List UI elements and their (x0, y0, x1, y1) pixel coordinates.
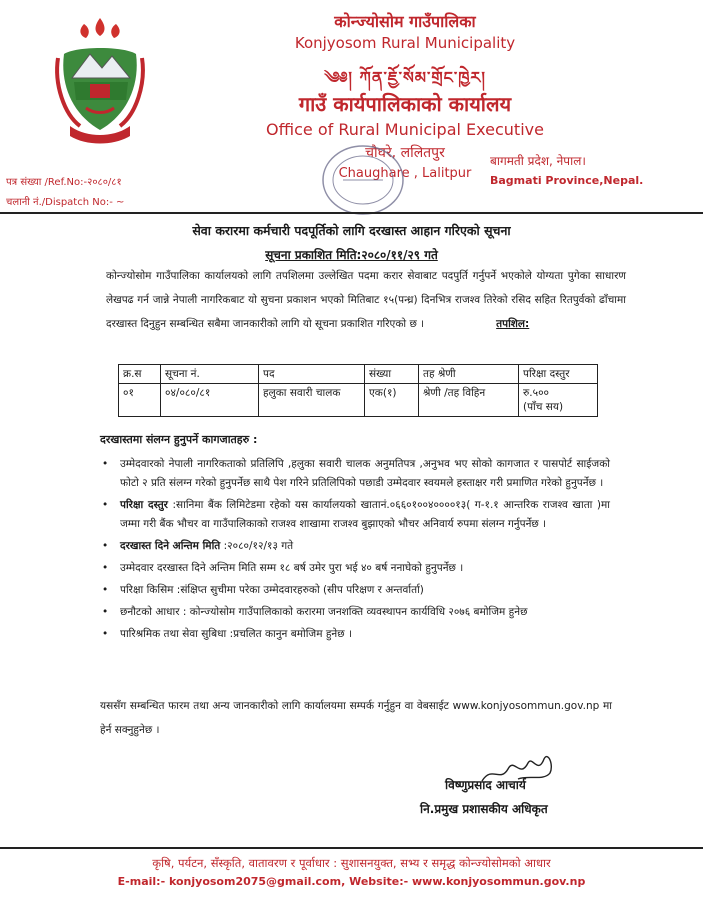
bullet-icon: • (102, 499, 109, 511)
cell-notice-no: ०४/०८०/८१ (161, 384, 259, 417)
bullet-icon: • (102, 606, 109, 618)
cell-count: एक(१) (365, 384, 419, 417)
tapasil-label: तपशिल: (496, 318, 530, 330)
list-item (100, 603, 610, 622)
bullet-icon: • (102, 628, 109, 640)
cell-fee (519, 384, 598, 417)
bullet-icon: • (102, 458, 109, 470)
requirements-list (100, 455, 610, 647)
item-text: उम्मेदवारको नेपाली नागरिकताको प्रतिलिपि ,हलुका सवारी चालक अनुमतिपत्र ,अनुभव भए सोको कागजात र पासपोर्ट साईजको फोटो २ प्रति संलग्न गरेको हुनुपर्नेछ साथै पेश गरिने प्रतिलिपिको पछाडी उम्मेदवार स्वयमले हस्ताक्षर गरी प्रमाणित गरेको हुनुपर्नेछ । (120, 458, 610, 489)
office-name-english: Office of Rural Municipal Executive (266, 120, 544, 139)
item-lead: दरखास्त दिने अन्तिम मिति (120, 540, 221, 552)
office-name-nepali: गाउँ कार्यपालिकाको कार्यालय (298, 92, 512, 116)
contact-paragraph: यससँग सम्बन्धित फारम तथा अन्य जानकारीको लागि कार्यालयमा सम्पर्क गर्नुहुन वा वेबसाईट www.konjyosommun.gov.np मा हेर्न सक्नुहुनेछ । (100, 700, 612, 736)
notice-title: सेवा करारमा कर्मचारी पदपूर्तिको लागि दरखास्त आहान गरिएको सूचना (192, 223, 511, 238)
nepal-emblem-icon (50, 14, 150, 152)
footer-motto: कृषि, पर्यटन, सँस्कृति, वातावरण र पूर्वाधार : सुशासनयुक्त, सभ्य र समृद्ध कोन्ज्योसोमको आधार (152, 856, 551, 870)
footer-contact: E-mail:- konjyosom2075@gmail.com, Website:- www.konjyosommun.gov.np (117, 875, 586, 888)
list-item (100, 496, 610, 534)
vacancy-table (118, 364, 598, 417)
list-item (100, 581, 610, 600)
list-item (100, 455, 610, 493)
intro-paragraph (106, 264, 626, 336)
item-text: पारिश्रमिक तथा सेवा सुबिधा :प्रचलित कानुन बमोजिम हुनेछ । (120, 628, 352, 640)
publish-date: सूचना प्रकाशित मिति:२०८०/११/२९ गते (265, 248, 438, 262)
bullet-icon: • (102, 584, 109, 596)
list-item (100, 625, 610, 644)
table-header-row (119, 365, 598, 384)
item-text: परिक्षा किसिम :संक्षिप्त सुचीमा परेका उम्मेदवारहरुको (सीप परिक्षण र अन्तर्वार्ता) (120, 584, 424, 596)
footer-divider (0, 847, 703, 849)
intro-text: कोन्ज्योसोम गाउँपालिका कार्यालयको लागि तपशिलमा उल्लेखित पदमा करार सेवाबाट पदपुर्ति गर्नुपर्ने भएकोले योग्यता पुगेका साधारण लेखपढ गर्न जान्ने नेपाली नागरिकबाट यो सुचना प्रकाशन भएको मितिबाट १५(पन्ध्र) दिनभित्र राजश्व तिरेको रसिद सहित रितपुर्वको ढाँचामा दरखास्त दिनुहुन सम्बन्धित सबैमा जानकारीको लागि यो सूचना प्रकाशित गरिएको छ । (106, 270, 626, 330)
cell-level: श्रेणी /तह विहिन (419, 384, 519, 417)
place-english: Chaughare , Lalitpur (338, 166, 472, 181)
place-nepali: चौघरे, ललितपुर (365, 145, 445, 161)
bullet-icon: • (102, 540, 109, 552)
list-item (100, 559, 610, 578)
column-header: सूचना नं. (161, 365, 259, 384)
signer-title: नि.प्रमुख प्रशासकीय अधिकृत (420, 802, 548, 816)
column-header: संख्या (365, 365, 419, 384)
item-text: :२०८०/१२/१३ गते (220, 540, 294, 552)
dispatch-number: चलानी नं./Dispatch No:- ~ (6, 197, 125, 208)
item-text: :सानिमा बैंक लिमिटेडमा रहेको यस कार्यालयको खातानं.०६६०१००४००००१३( ग-१.१ आन्तरिक राजश्व खाता )मा जम्मा गरी बैंक भौचर वा गाउँपालिकाको राजश्व शाखामा राजश्व बुझाएको भौचर अनिवार्य रुपमा संलग्न गर्नुपर्नेछ । (120, 499, 610, 530)
province-english: Bagmati Province,Nepal. (490, 174, 644, 187)
org-name-nepali: कोन्ज्योसोम गाउँपालिका (334, 12, 476, 31)
item-text: उम्मेदवार दरखास्त दिने अन्तिम मिति सम्म १८ बर्ष उमेर पुरा भई ४० बर्ष ननाघेको हुनुपर्नेछ । (120, 562, 464, 574)
reference-number: पत्र संख्या /Ref.No:-२०८०/८१ (6, 177, 122, 188)
table-row (119, 384, 598, 417)
column-header: क्र.स (119, 365, 161, 384)
cell-sn: ०१ (119, 384, 161, 417)
column-header: परिक्षा दस्तुर (519, 365, 598, 384)
fee-amount: रु.५०० (523, 387, 549, 399)
column-header: पद (259, 365, 365, 384)
province-nepali: बागमती प्रदेश, नेपाल। (490, 154, 586, 168)
item-text: छनौटको आधार : कोन्ज्योसोम गाउँपालिकाको करारमा जनशक्ति व्यवस्थापन कार्यविधि २०७६ बमोजिम हुनेछ (120, 606, 528, 618)
item-lead: परिक्षा दस्तुर (120, 499, 168, 511)
list-item (100, 537, 610, 556)
fee-words: (पाँच सय) (523, 401, 564, 413)
documents-heading: दरखास्तमा संलग्न हुनुपर्ने कागजातहरु : (100, 433, 258, 446)
office-stamp-icon (318, 140, 408, 220)
header-divider (0, 212, 703, 214)
bullet-icon: • (102, 562, 109, 574)
org-name-tibetan: ༄༅། ཀོན་ཇྱོ་སོམ་གྲོང་ཁྱེར། (324, 68, 486, 87)
signer-name: विष्णुप्रसाद आचार्य (445, 778, 526, 792)
column-header: तह श्रेणी (419, 365, 519, 384)
org-name-english: Konjyosom Rural Municipality (294, 34, 516, 52)
cell-post: हलुका सवारी चालक (259, 384, 365, 417)
letterhead (0, 0, 703, 225)
